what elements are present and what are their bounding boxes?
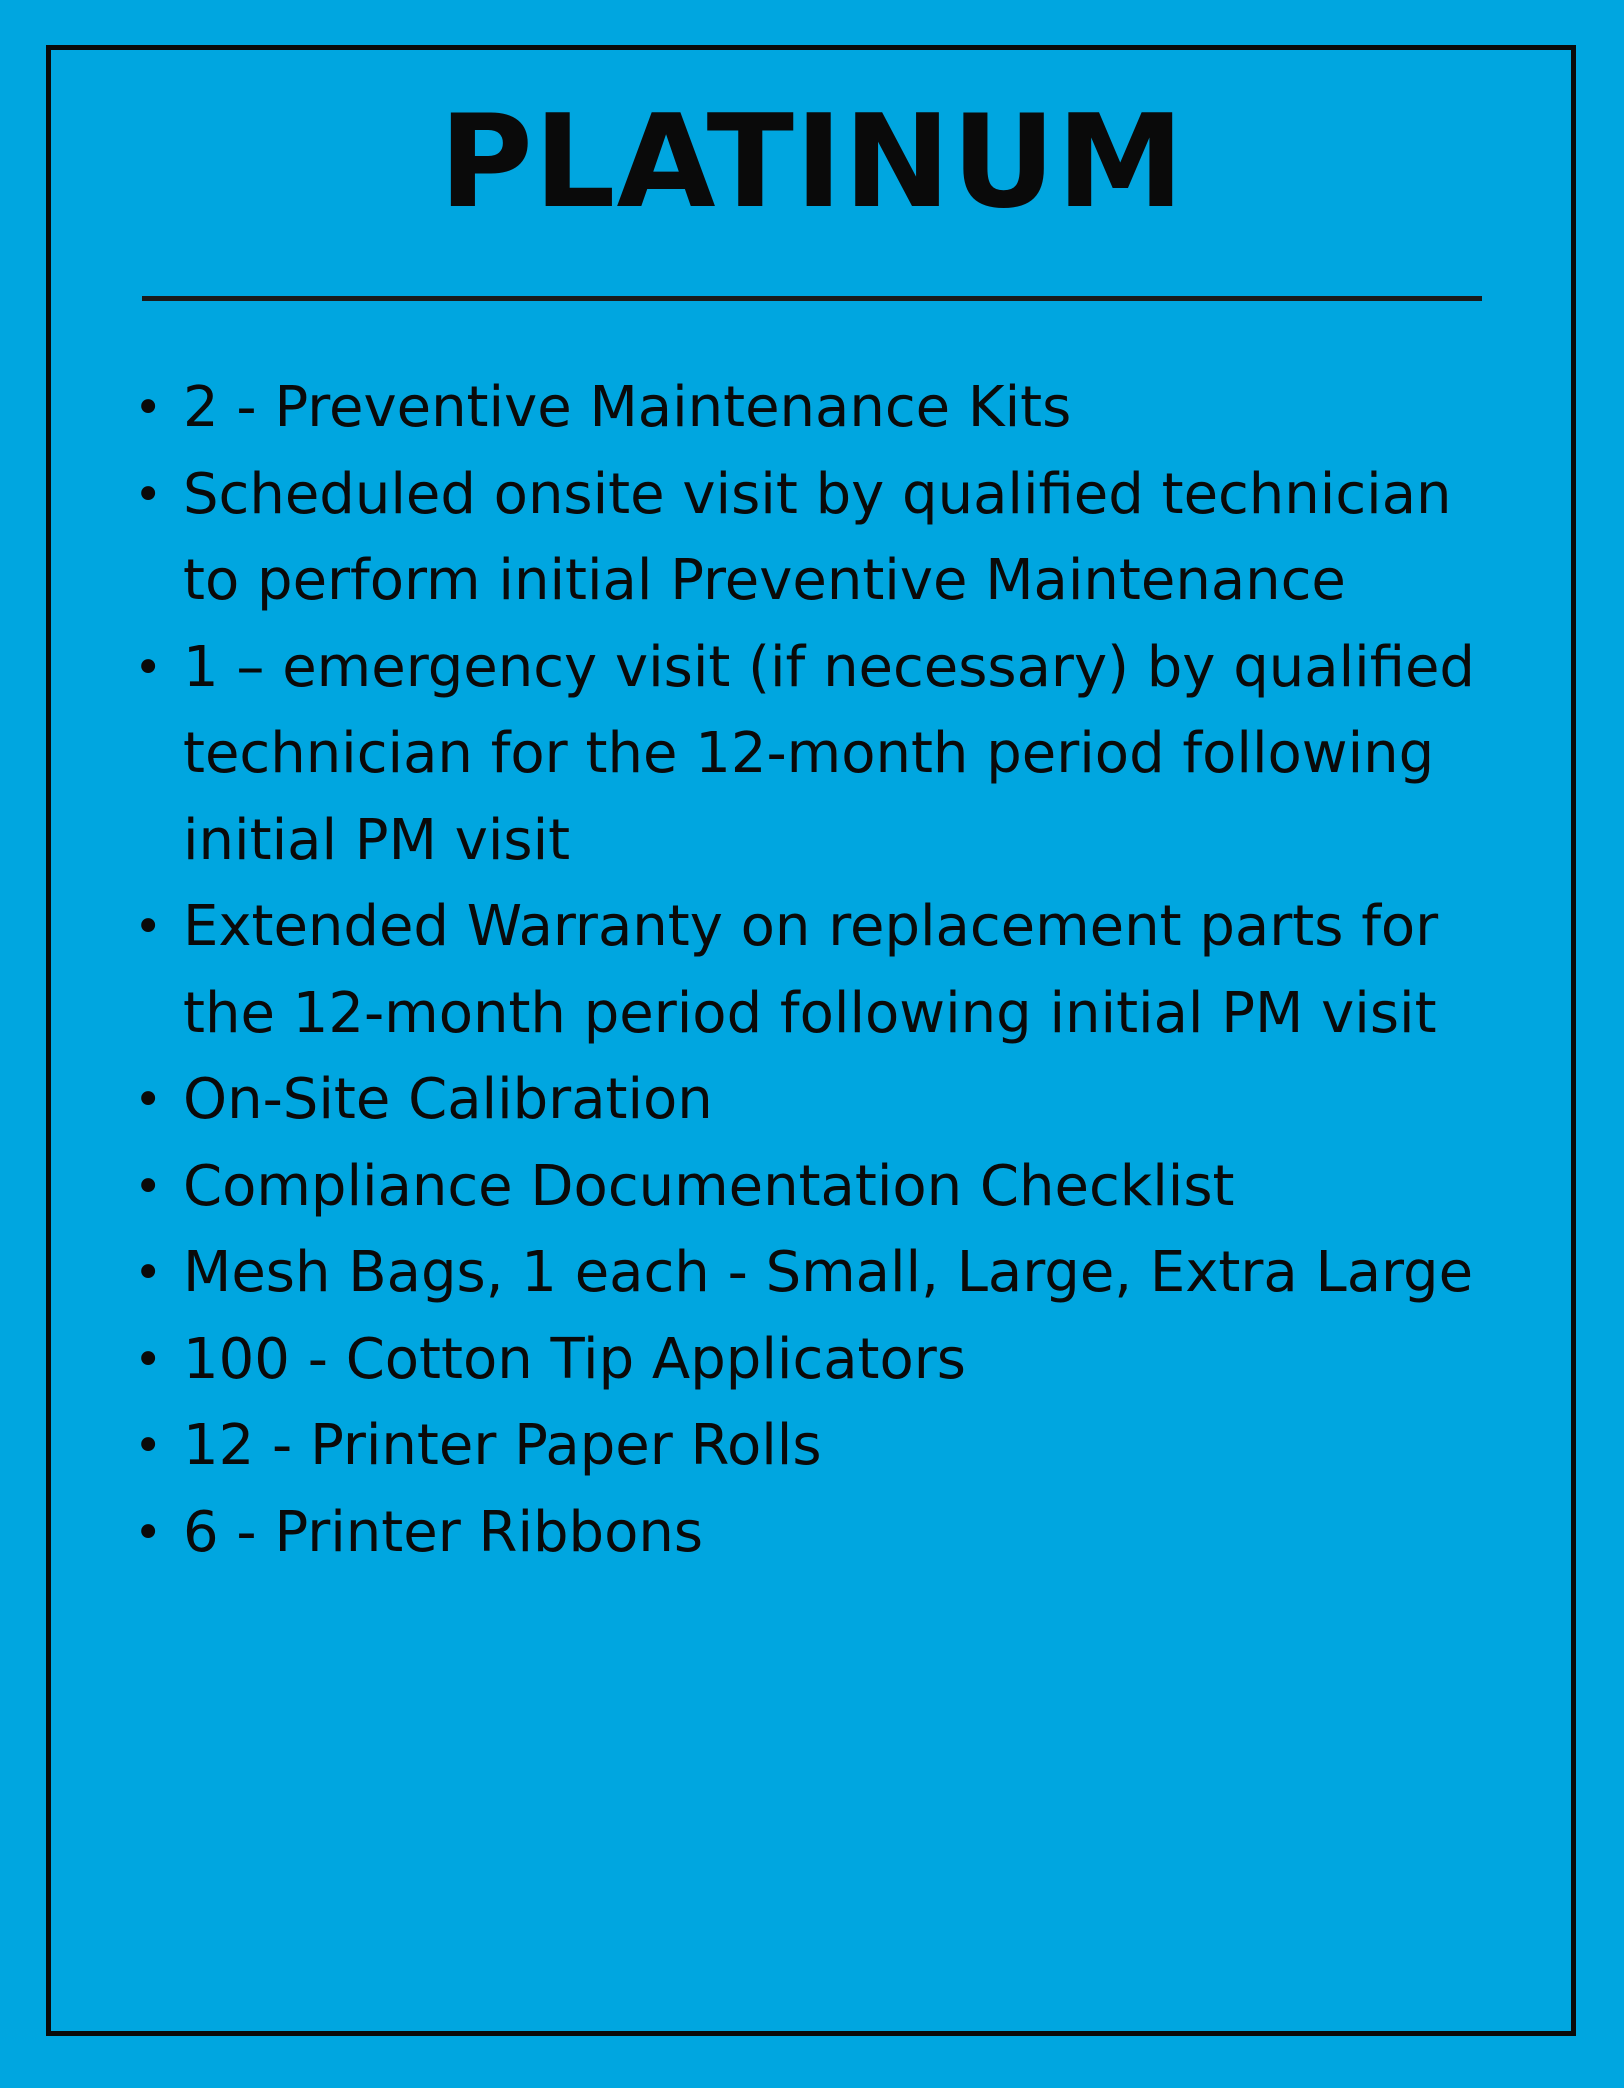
bullet-icon: • <box>134 1331 163 1388</box>
plan-title: PLATINUM <box>439 88 1185 237</box>
feature-text: 6 - Printer Ribbons <box>183 1499 704 1565</box>
bullet-icon: • <box>134 1245 163 1301</box>
feature-text: Compliance Documentation Checklist <box>183 1153 1235 1219</box>
feature-text: 2 - Preventive Maintenance Kits <box>183 375 1072 440</box>
bullet-icon: • <box>134 380 163 436</box>
list-item <box>128 1403 1488 1490</box>
feature-text: Extended Warranty on replacement parts for the 12-month period following initial PM visit <box>183 894 1439 1046</box>
list-item <box>128 452 1488 625</box>
feature-text: Scheduled onsite visit by qualified technician to perform initial Preventive Maintenance <box>183 461 1452 613</box>
bullet-icon: • <box>134 1504 163 1561</box>
bullet-icon: • <box>134 639 163 696</box>
list-item <box>128 1230 1488 1317</box>
feature-list <box>128 365 1488 1576</box>
bullet-icon: • <box>134 1072 163 1128</box>
feature-text: 100 - Cotton Tip Applicators <box>183 1326 966 1392</box>
list-item <box>128 1057 1488 1144</box>
bullet-icon: • <box>134 899 163 955</box>
list-item <box>128 1490 1488 1577</box>
feature-text: 12 - Printer Paper Rolls <box>183 1413 822 1478</box>
bullet-icon: • <box>134 1418 163 1474</box>
list-item <box>128 1317 1488 1404</box>
list-item <box>128 625 1488 885</box>
list-item <box>128 884 1488 1057</box>
bullet-icon: • <box>134 1158 163 1215</box>
title-divider <box>142 296 1482 301</box>
list-item <box>128 1144 1488 1231</box>
feature-text: 1 – emergency visit (if necessary) by qualified technician for the 12-month period following initial PM visit <box>183 634 1475 873</box>
bullet-icon: • <box>134 466 163 523</box>
feature-text: Mesh Bags, 1 each - Small, Large, Extra Large <box>183 1240 1474 1305</box>
feature-text: On-Site Calibration <box>183 1067 713 1132</box>
list-item <box>128 365 1488 452</box>
